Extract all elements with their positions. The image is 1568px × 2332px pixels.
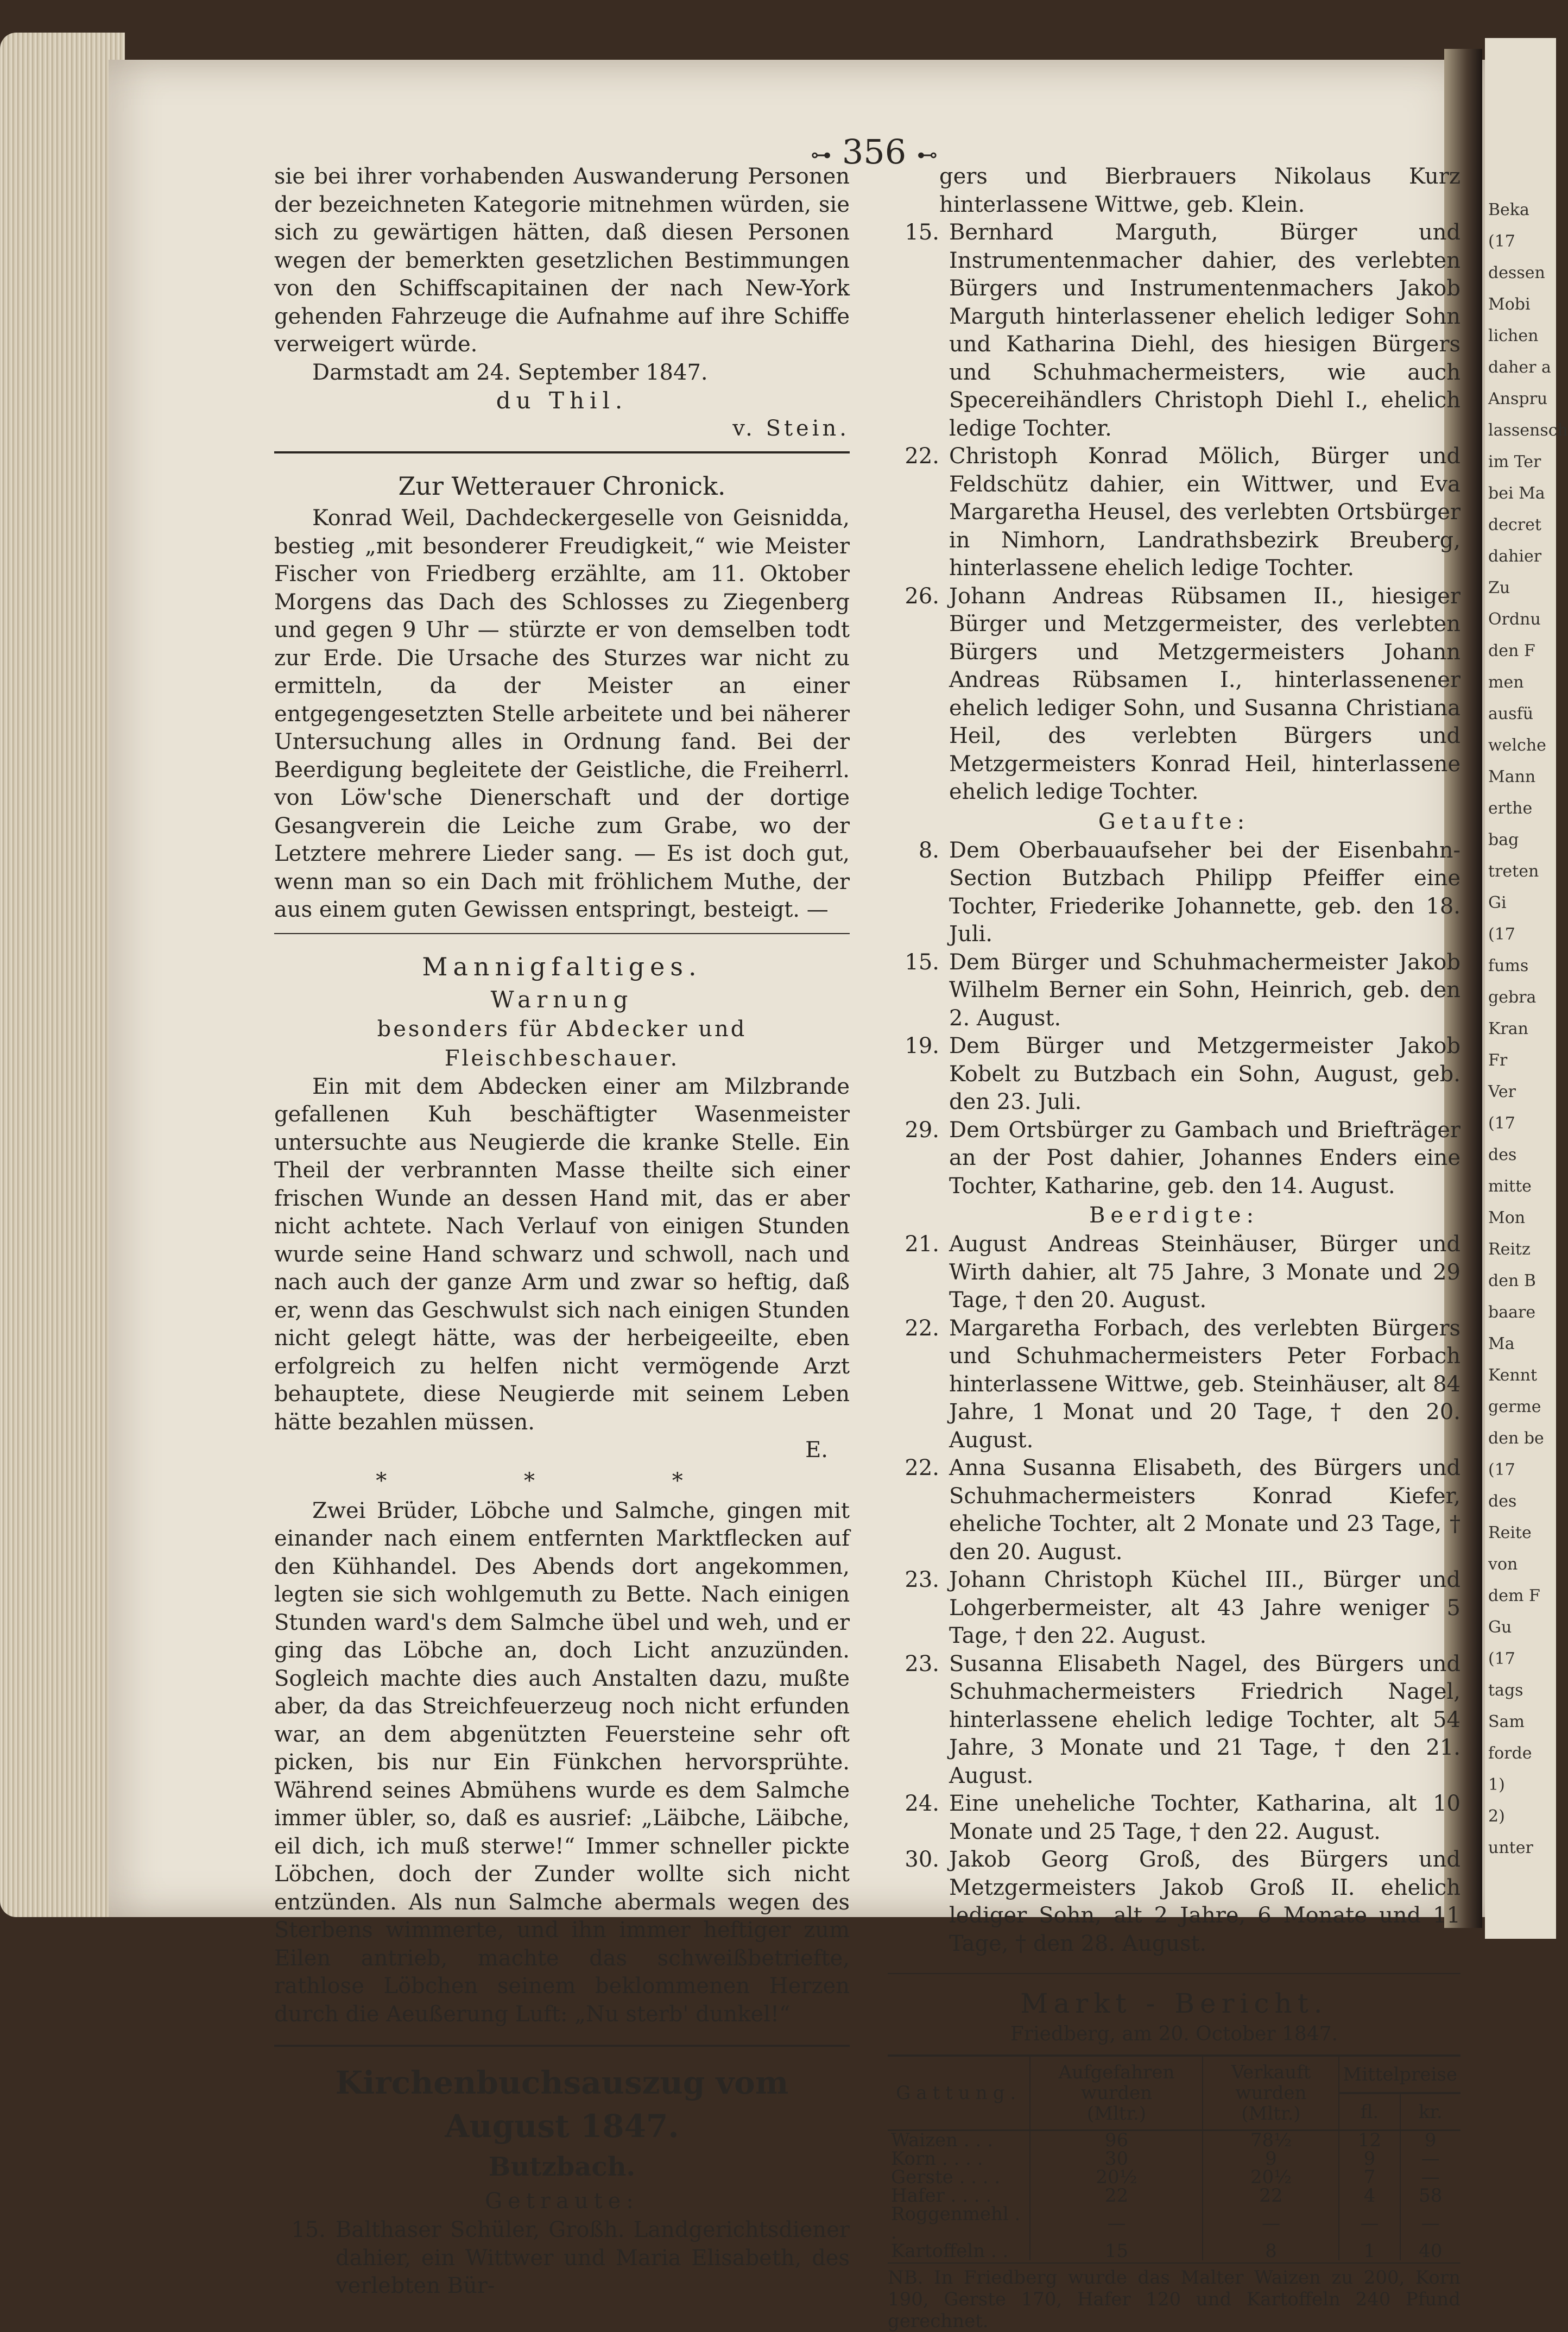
married-list [888,219,1460,806]
entry-number: 22. [905,1315,939,1341]
cell-gattung: Waizen . . . [891,2129,993,2151]
next-page-text: des [1488,1145,1517,1164]
entry-text: Eine uneheliche Tochter, Katharina, alt 10 Monate und 25 Tage, † den 22. August. [949,1791,1460,1844]
entry-text: Bernhard Marguth, Bürger und Instrumentenmacher dahier, des verlebten Bürgers und Instrumentenmachers Jakob Marguth hinterlassener ehelich lediger Sohn und Katharina Diehl, des hiesigen Bürgers und Schuhmachermeisters, wie auch Specereihändlers Christoph Diehl I., ehelich ledige Tochter. [949,220,1460,441]
cell-kr: 58 [1400,2186,1461,2205]
col-fl: fl. [1339,2093,1400,2130]
cell-gattung: Kartoffeln . . [891,2240,1009,2262]
list-item [888,1032,1460,1117]
next-page-text: fums [1488,956,1529,975]
cell-verkauft: 78½ [1203,2131,1339,2150]
next-page-text: Ma [1488,1334,1515,1353]
church-record-title: Kirchenbuchsauszug vom August 1847. [335,2064,789,2145]
cell-kr: — [1400,2205,1461,2242]
next-page-text: (17 [1488,1649,1515,1668]
cell-verkauft: 22 [1203,2186,1339,2205]
market-title: Markt - Bericht. [1020,1988,1328,2019]
next-page-text: bei Ma [1488,484,1545,503]
cell-gattung: Roggenmehl . . [891,2203,1021,2243]
next-page-text: Reite [1488,1523,1532,1542]
next-page-text: den F [1488,641,1535,660]
entry-number: 22. [905,1455,939,1480]
next-page-text: Beka [1488,200,1529,219]
married-continuation: gers und Bierbrauers Nikolaus Kurz hinterlassene Wittwe, geb. Klein. [939,164,1460,217]
cell-fl: 4 [1339,2186,1400,2205]
market-note: NB. In Friedberg wurde das Malter Waizen zu 200, Korn 190, Gerste 170, Hafer 120 und Kartoffeln 240 Pfund gerechnet. [888,2267,1460,2332]
chronicle-title: Zur Wetterauer Chronick. [398,471,726,501]
next-page-text: erthe [1488,799,1533,818]
next-page-text: Ver [1488,1082,1516,1101]
col-aufgefahren [1030,2056,1203,2131]
entry-number: 23. [905,1567,939,1592]
next-page-text: forde [1488,1744,1532,1763]
entry-number: 30. [905,1847,939,1872]
entry-text: Dem Ortsbürger zu Gambach und Briefträger an der Post dahier, Johannes Enders eine Tochter, Katharine, geb. den 14. August. [949,1117,1460,1199]
entry-number: 15. [905,220,939,245]
cell-aufgefahren: 22 [1030,2186,1203,2205]
next-page-text: men [1488,673,1524,692]
cell-fl: 9 [1339,2150,1400,2168]
next-page-text: Mon [1488,1208,1526,1227]
next-page-text: im Ter [1488,452,1541,471]
next-page-text: ausfü [1488,704,1534,723]
next-page-text: des [1488,1492,1517,1511]
intro-text: sie bei ihrer vorhabenden Auswanderung Personen der bezeichneten Kategorie mitnehmen würden, sie sich zu gewärtigen hätten, daß diesen Personen wegen der bemerkten gesetzlichen Bestimmungen von den Schiffscapitainen der nach New-York gehenden Fahrzeuge die Aufnahme auf ihre Schiffe verweigert würde. [274,164,850,357]
cell-verkauft: — [1203,2205,1339,2242]
next-page-text: gebra [1488,988,1537,1007]
next-page-text: decret [1488,515,1541,534]
next-page-text: lassensch [1488,421,1568,440]
market-table [888,2054,1460,2260]
col-mittelpreise: Mittelpreise [1339,2056,1460,2093]
divider [888,2262,1460,2264]
list-item [274,2216,850,2301]
buried-list [888,1231,1460,1958]
next-page-text: mitte [1488,1177,1532,1196]
next-page-text: Zu [1488,578,1510,597]
cell-gattung: Gerste . . . . [891,2166,1001,2188]
col-aufgefahren-unit: (Mltr.) [1086,2103,1147,2125]
signature: du Thil. [496,387,628,414]
warning-signature: E. [805,1438,828,1463]
entry-number: 15. [291,2217,326,2242]
entry-number: 8. [918,837,939,863]
cell-fl: 1 [1339,2242,1400,2260]
page-number: 356 [842,132,907,172]
next-page-text: Gu [1488,1618,1512,1637]
col-kr: kr. [1400,2093,1461,2130]
entry-text: August Andreas Steinhäuser, Bürger und Wirth dahier, alt 75 Jahre, 3 Monate und 29 Tage, † den 20. August. [949,1232,1460,1313]
list-item [888,219,1460,443]
next-page-text: (17 [1488,1114,1515,1133]
cell-fl: 12 [1339,2131,1400,2150]
header-ornament-right: ⊷ [916,142,938,167]
baptized-heading: Getaufte: [1098,809,1250,834]
cell-aufgefahren: 20½ [1030,2168,1203,2186]
entry-number: 15. [905,949,939,975]
entry-number: 26. [905,583,939,609]
next-page-text: Fr [1488,1051,1508,1070]
next-page-text: lichen [1488,326,1539,345]
col-verkauft [1203,2056,1339,2131]
entry-number: 21. [905,1232,939,1257]
entry-text: Johann Christoph Küchel III., Bürger und Lohgerbermeister, alt 43 Jahre weniger 5 Tage, † den 22. August. [949,1567,1460,1648]
entry-text: Dem Bürger und Metzgermeister Jakob Kobelt zu Butzbach ein Sohn, August, geb. den 23. Juli. [949,1033,1460,1114]
cell-aufgefahren: 96 [1030,2131,1203,2150]
misc-title: Mannigfaltiges. [422,951,702,981]
entry-number: 19. [905,1033,939,1058]
next-page-text: germe [1488,1397,1541,1416]
divider [274,2045,850,2047]
header-ornament-left: ⊶ [811,142,832,167]
list-item [888,1846,1460,1958]
list-item [888,1231,1460,1315]
entry-text: Jakob Georg Groß, des Bürgers und Metzgermeisters Jakob Groß II. ehelich lediger Sohn, alt 2 Jahre, 6 Monate und 11 Tage, † den 28. August. [949,1847,1460,1956]
next-page-text: Kran [1488,1019,1528,1038]
entry-number: 29. [905,1117,939,1143]
warning-title: Warnung [490,986,634,1013]
warning-text: Ein mit dem Abdecken einer am Milzbrande gefallenen Kuh beschäftigter Wasenmeister untersuchte aus Neugierde die kranke Stelle. Ein Theil der verbrannten Masse theilte sich einer frischen Wunde an dessen Hand mit, das er aber nicht achtete. Nach Verlauf von einigen Stunden wurde seine Hand schwarz und schwoll, nach und nach auch der ganze Arm und zwar so heftig, daß er, wenn das Geschwulst sich nach einigen Stunden nicht gelegt hätte, was der herbeigeeilte, eben erfolgreich zu helfen nicht vermögende Arzt behauptete, diese Neugierde mit seinem Leben hätte bezahlen müssen. [274,1074,850,1435]
col-gattung: Gattung. [888,2056,1030,2131]
cell-gattung: Korn . . . . [891,2148,983,2170]
cell-fl: — [1339,2205,1400,2242]
market-subtitle: Friedberg, am 20. October 1847. [1010,2023,1338,2045]
divider [888,1973,1460,1974]
list-item [888,1650,1460,1791]
divider [274,451,850,453]
place-date: Darmstadt am 24. September 1847. [312,360,708,385]
next-page-text: unter [1488,1838,1533,1857]
next-page-text: Kennt [1488,1366,1538,1385]
baptized-list [888,837,1460,1201]
entry-text: Johann Andreas Rübsamen II., hiesiger Bürger und Metzgermeister, des verlebten Bürgers und Metzgermeisters Johann Andreas Rübsamen I., hinterlassenener ehelich lediger Sohn, und Susanna Christiana Heil, des verlebten Bürgers und Metzgermeisters Konrad Heil, hinterlassene ehelich ledige Tochter. [949,583,1460,804]
entry-text: Margaretha Forbach, des verlebten Bürgers und Schuhmachermeisters Peter Forbach hinterlassene Wittwe, geb. Steinhäuser, alt 84 Jahre, 1 Monat und 20 Tage, † den 20. August. [949,1315,1460,1453]
list-item [888,1315,1460,1455]
next-page-text: Ordnu [1488,610,1541,629]
next-page-text: Sam [1488,1712,1525,1731]
next-page-text: Mobi [1488,295,1531,314]
col-verkauft-label: Verkauft wurden [1231,2062,1311,2104]
next-page-fragment [1485,38,1568,1939]
married-heading: Getraute: [485,2189,639,2214]
next-page-text: Anspru [1488,389,1548,408]
list-item [888,583,1460,806]
next-page-text: von [1488,1555,1518,1574]
next-page-text: bag [1488,830,1519,849]
cell-kr: — [1400,2150,1461,2168]
entry-text: Dem Oberbauaufseher bei der Eisenbahn-Section Butzbach Philipp Pfeiffer eine Tochter, Friederike Johannette, geb. den 18. Juli. [949,837,1460,947]
list-item [888,949,1460,1033]
next-page-text: treten [1488,862,1539,881]
cell-gattung: Hafer . . . . [891,2185,992,2207]
list-item [888,1454,1460,1566]
next-page-text: (17 [1488,232,1515,251]
list-item [888,837,1460,949]
next-page-text: 1) [1488,1775,1505,1794]
entry-number: 24. [905,1791,939,1816]
cell-aufgefahren: 30 [1030,2150,1203,2168]
entry-text: Susanna Elisabeth Nagel, des Bürgers und Schuhmachermeisters Friedrich Nagel, hinterlassene ehelich ledige Tochter, alt 54 Jahre, 3 Monate und 21 Tage, † den 21. August. [949,1651,1460,1788]
cell-kr: 9 [1400,2131,1461,2150]
countersign: v. Stein. [732,415,850,441]
next-page-text: daher a [1488,358,1551,377]
chronicle-text: Konrad Weil, Dachdeckergeselle von Geisnidda, bestieg „mit besonderer Freudigkeit,“ wie Meister Fischer von Friedberg erzählte, am 11. Oktober Morgens das Dach des Schlosses zu Ziegenberg und gegen 9 Uhr — stürzte er von demselben todt zur Erde. Die Ursache des Sturzes war nicht zu ermitteln, da der Meister an einer entgegengesetzten Stelle arbeitete und bei näherer Untersuchung alles in Ordnung fand. Bei der Beerdigung begleitete der Geistliche, die Freiherrl. von Löw'sche Dienerschaft und der dortige Gesangverein die Leiche zum Grabe, wo der Letztere mehrere Lieder sang. — Es ist doch gut, wenn man so ein Dach mit fröhlichem Muthe, der aus einem guten Gewissen entspringt, besteigt. — [274,506,850,922]
divider [274,933,850,934]
list-item [888,443,1460,583]
next-page-text: 2) [1488,1807,1505,1826]
cell-aufgefahren: 15 [1030,2242,1203,2260]
entry-number: 23. [905,1651,939,1676]
cell-verkauft: 20½ [1203,2168,1339,2186]
table-row [888,2205,1460,2242]
story-text: Zwei Brüder, Löbche und Salmche, gingen mit einander nach einem entfernten Marktflecken auf den Kühhandel. Des Abends dort angekommen, legten sie sich wohlgemuth zu Bette. Nach einigen Stunden ward's dem Salmche übel und weh, und er ging das Löbche an, doch Licht anzuzünden. Sogleich machte dies auch Anstalten dazu, mußte aber, da das Streichfeuerzeug noch nicht erfunden war, an dem abgenützten Feuersteine sehr oft picken, bis nur Ein Fünkchen hervorsprühte. Während seines Abmühens wurde es dem Salmche immer übler, so, daß es ausrief: „Läibche, Läibche, eil dich, ich muß sterwe!“ Immer schneller pickte Löbchen, doch der Zunder wollte sich nicht entzünden. Als nun Salmche abermals wegen des Sterbens wimmerte, und ihn immer heftiger zum Eilen antrieb, machte das schweißbetriefte, rathlose Löbchen seinem beklommenen Herzen durch die Aeußerung Luft: „Nu sterb' dunkel!“ [274,1498,850,2027]
next-page-text: tags [1488,1681,1523,1700]
left-column [274,163,850,2301]
next-page-text: dahier [1488,547,1542,566]
next-page-text: dem F [1488,1586,1540,1605]
next-page-text: (17 [1488,925,1515,944]
next-page-text: baare [1488,1303,1536,1322]
col-verkauft-unit: (Mltr.) [1241,2103,1301,2125]
next-page-text: Reitz [1488,1240,1531,1259]
cell-kr: — [1400,2168,1461,2186]
entry-number: 22. [905,444,939,469]
next-page-text: (17 [1488,1460,1515,1479]
next-page-text: welche [1488,736,1546,755]
list-item [888,1566,1460,1650]
town-title: Butzbach. [488,2152,636,2182]
entry-text: Christoph Konrad Mölich, Bürger und Feldschütz dahier, ein Wittwer, und Eva Margaretha Heusel, des verlebten Ortsbürger in Nimhorn, Landrathsbezirk Breuberg, hinterlassene ehelich ledige Tochter. [949,444,1460,581]
col-aufgefahren-label: Aufgefahren wurden [1058,2062,1175,2104]
next-page-text: Mann [1488,767,1536,786]
cell-aufgefahren: — [1030,2205,1203,2242]
right-column [888,163,1460,2332]
cell-fl: 7 [1339,2168,1400,2186]
section-stars: * * * [376,1468,748,1493]
next-page-text: den B [1488,1271,1536,1290]
table-row [888,2186,1460,2205]
cell-kr: 40 [1400,2242,1461,2260]
buried-heading: Beerdigte: [1089,1203,1260,1228]
warning-subtitle: besonders für Abdecker und Fleischbeschauer. [377,1016,747,1071]
next-page-text: dessen [1488,263,1545,282]
cell-verkauft: 8 [1203,2242,1339,2260]
list-item [888,1117,1460,1201]
table-row [888,2131,1460,2150]
entry-text: Dem Bürger und Schuhmachermeister Jakob Wilhelm Berner ein Sohn, Heinrich, geb. den 2. August. [949,949,1460,1031]
cell-verkauft: 9 [1203,2150,1339,2168]
table-row [888,2150,1460,2168]
entry-text: Anna Susanna Elisabeth, des Bürgers und Schuhmachermeisters Konrad Kiefer, eheliche Tochter, alt 2 Monate und 23 Tage, † den 20. August. [949,1455,1460,1565]
next-page-text: den be [1488,1429,1544,1448]
next-page-text: Gi [1488,893,1507,912]
table-row [888,2242,1460,2260]
entry-text: Balthaser Schüler, Großh. Landgerichtsdiener dahier, ein Wittwer und Maria Elisabeth, des verlebten Bür- [336,2217,850,2298]
book-page-edges [0,33,125,1917]
table-row [888,2168,1460,2186]
list-item [888,1790,1460,1846]
